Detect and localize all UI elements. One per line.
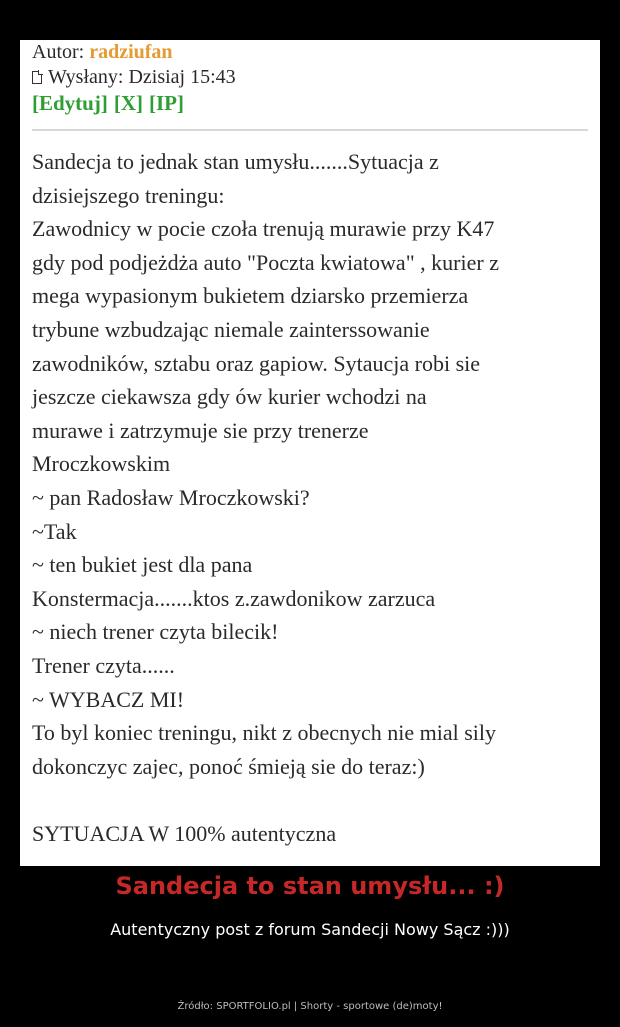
document-icon	[32, 71, 42, 84]
sent-time: Dzisiaj 15:43	[128, 66, 236, 88]
sent-label: Wysłany:	[48, 66, 124, 88]
screenshot-frame	[20, 40, 600, 866]
source-credit: Źródło: SPORTFOLIO.pl | Shorty - sportowe (de)moty!	[177, 1001, 443, 1012]
post-line: mega wypasionym bukietem dziarsko przemierza	[32, 283, 469, 309]
post-line: trybune wzbudzając niemale zainterssowanie	[32, 316, 430, 342]
post-meta	[32, 40, 588, 116]
author-row	[32, 40, 588, 65]
post-line: Konstermacja.......ktos z.zawdonikow zarzuca	[32, 585, 436, 611]
post-line: Zawodnicy w pocie czoła trenują murawie przy K47	[32, 216, 495, 242]
edit-link[interactable]: [Edytuj]	[32, 91, 108, 115]
post-line: jeszcze ciekawsza gdy ów kurier wchodzi na	[32, 384, 427, 410]
delete-link[interactable]: [X]	[113, 91, 143, 115]
post-line: dzisiejszego treningu:	[32, 182, 225, 208]
post-line: ~ pan Radosław Mroczkowski?	[32, 484, 310, 510]
post-line: To byl koniec treningu, nikt z obecnych nie mial sily	[32, 720, 497, 746]
ip-link[interactable]: [IP]	[149, 91, 184, 115]
author-label: Autor:	[32, 41, 85, 63]
post-body	[32, 145, 588, 850]
divider	[32, 129, 588, 131]
post-line	[32, 783, 588, 817]
admin-links	[32, 90, 588, 116]
post-line: ~ WYBACZ MI!	[32, 686, 185, 712]
post-line: gdy pod podjeżdża auto "Poczta kwiatowa" , kurier z	[32, 249, 499, 275]
post-line: dokonczyc zajec, ponoć śmieją sie do teraz:)	[32, 753, 425, 779]
caption-title: Sandecja to stan umysłu... :)	[115, 872, 505, 900]
post-line: ~Tak	[32, 518, 77, 544]
post-line: Mroczkowskim	[32, 451, 171, 477]
post-line: Trener czyta......	[32, 652, 175, 678]
caption-subtitle: Autentyczny post z forum Sandecji Nowy Sącz :)))	[110, 920, 510, 939]
post-line: Sandecja to jednak stan umysłu.......Sytuacja z	[32, 149, 439, 174]
author-name[interactable]: radziufan	[89, 41, 173, 63]
post-line: ~ ten bukiet jest dla pana	[32, 552, 253, 578]
post-line: murawe i zatrzymuje sie przy trenerze	[32, 417, 369, 443]
post-line: ~ niech trener czyta bilecik!	[32, 619, 279, 645]
post-line: zawodników, sztabu oraz gapiow. Sytaucja robi sie	[32, 350, 481, 376]
sent-row	[32, 65, 588, 90]
post-line: SYTUACJA W 100% autentyczna	[32, 820, 337, 846]
